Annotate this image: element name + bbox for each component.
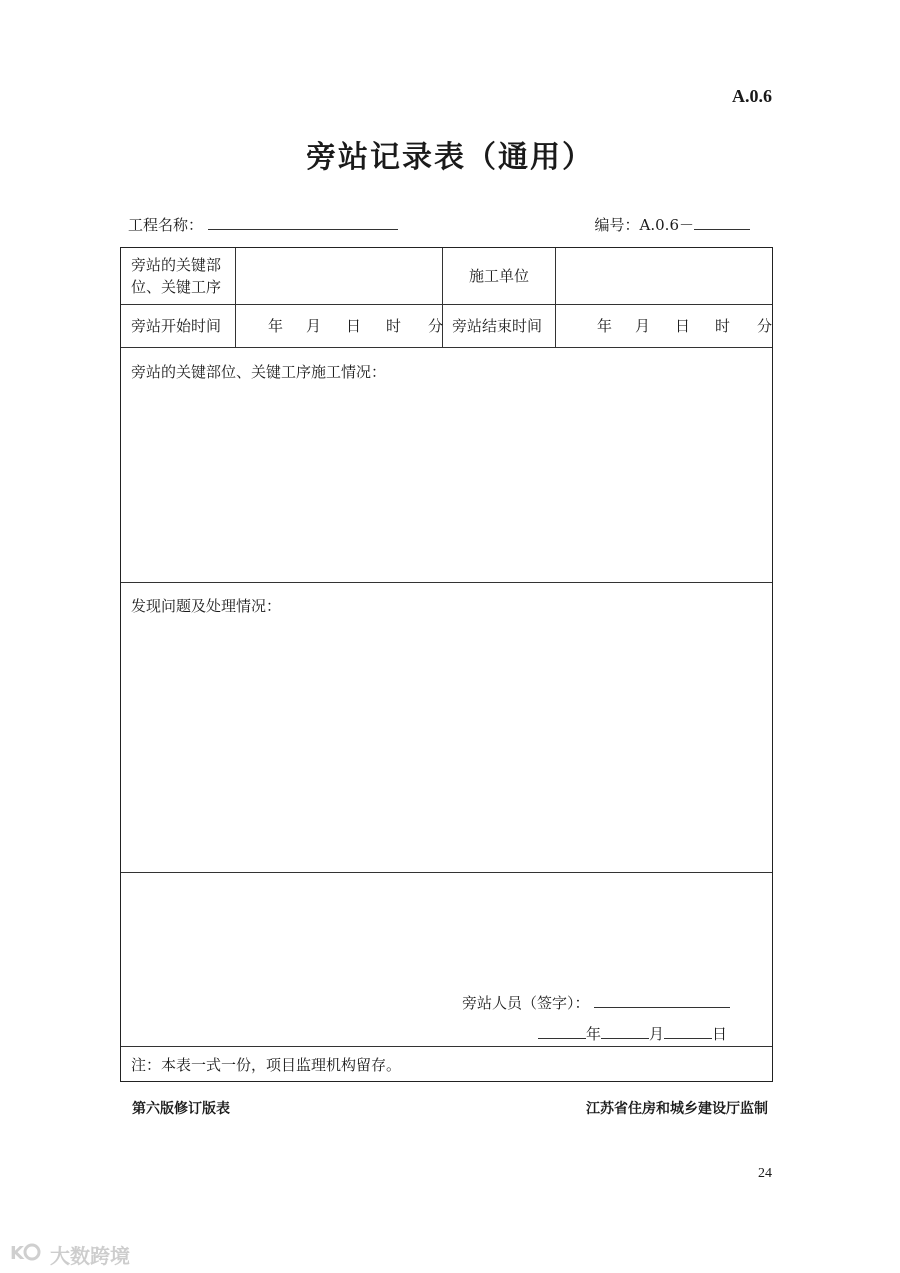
row-divider — [121, 1046, 772, 1047]
construction-unit-value[interactable] — [557, 249, 771, 303]
end-day-unit: 日 — [675, 317, 691, 335]
end-hour-unit: 时 — [715, 317, 731, 335]
signer-field — [462, 992, 730, 1014]
end-month-unit: 月 — [635, 317, 651, 335]
issues-label: 发现问题及处理情况： — [131, 597, 282, 615]
signer-blank[interactable] — [594, 993, 730, 1008]
footer-edition: 第六版修订版表 — [132, 1101, 230, 1117]
sign-day-blank[interactable] — [664, 1024, 712, 1039]
start-day-unit: 日 — [346, 317, 362, 335]
footer-issuer: 江苏省住房和城乡建设厅监制 — [586, 1101, 768, 1117]
start-month-unit: 月 — [306, 317, 322, 335]
end-time-label: 旁站结束时间 — [452, 317, 543, 335]
construction-status-label: 旁站的关键部位、关键工序施工情况： — [131, 363, 387, 381]
col-divider — [235, 248, 236, 347]
row-divider — [121, 872, 772, 873]
page-number: 24 — [758, 1166, 772, 1181]
row-divider — [121, 582, 772, 583]
start-minute-unit: 分 — [428, 317, 444, 335]
ks-logo-icon — [10, 1241, 44, 1269]
start-hour-unit: 时 — [386, 317, 402, 335]
start-time-label: 旁站开始时间 — [131, 317, 222, 335]
construction-unit-label: 施工单位 — [468, 267, 529, 285]
construction-status-content[interactable] — [122, 388, 772, 578]
sign-year-blank[interactable] — [538, 1024, 586, 1039]
end-year-unit: 年 — [597, 317, 613, 335]
project-name-label: 工程名称： — [128, 216, 204, 234]
key-part-value[interactable] — [237, 249, 441, 303]
key-part-label-line1: 旁站的关键部 — [131, 256, 222, 274]
number-field — [595, 214, 750, 235]
col-divider — [555, 248, 556, 347]
watermark-text: 大数跨境 — [50, 1244, 130, 1268]
number-label: 编号：A.0.6－ — [594, 216, 694, 234]
sign-date — [538, 1023, 727, 1045]
end-time-value[interactable] — [597, 315, 772, 337]
signer-label: 旁站人员（签字）： — [462, 994, 590, 1012]
sign-year-unit: 年 — [586, 1025, 602, 1043]
end-minute-unit: 分 — [757, 317, 773, 335]
svg-text:K: K — [10, 1242, 22, 1263]
record-form-table — [120, 247, 773, 1082]
number-blank[interactable] — [694, 215, 750, 230]
issues-content[interactable] — [122, 622, 772, 866]
project-name-field — [128, 214, 398, 235]
sign-day-unit: 日 — [712, 1025, 728, 1043]
form-code: A.0.6 — [732, 86, 772, 106]
start-time-value[interactable] — [268, 315, 443, 337]
sign-month-unit: 月 — [649, 1025, 665, 1043]
start-year-unit: 年 — [268, 317, 284, 335]
row-divider — [121, 304, 772, 305]
key-part-label — [131, 254, 221, 298]
row-divider — [121, 347, 772, 348]
sign-month-blank[interactable] — [601, 1024, 649, 1039]
key-part-label-line2: 位、关键工序 — [131, 278, 222, 296]
page-title: 旁站记录表（通用） — [306, 140, 594, 175]
project-name-blank[interactable] — [208, 215, 398, 230]
watermark — [10, 1240, 130, 1269]
note: 注：本表一式一份，项目监理机构留存。 — [131, 1056, 402, 1074]
